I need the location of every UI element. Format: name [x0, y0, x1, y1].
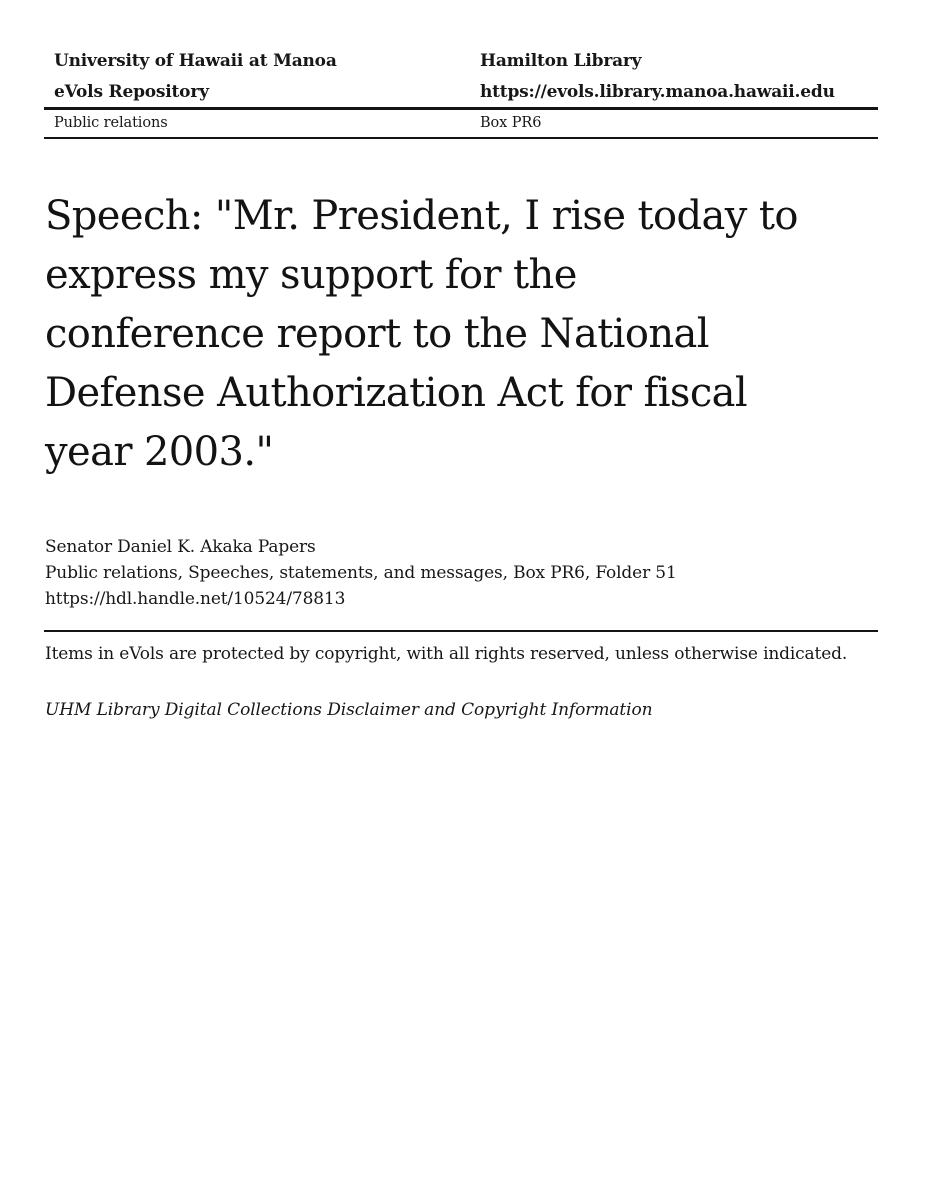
repository-name: eVols Repository — [54, 82, 209, 102]
header-divider-thick — [44, 107, 878, 110]
citation-block — [45, 534, 879, 612]
title-line: year 2003." — [45, 429, 274, 475]
header-sub-row — [44, 112, 878, 134]
title-line: express my support for the — [45, 252, 577, 298]
header-main-row — [44, 46, 878, 108]
title-line: conference report to the National — [45, 311, 709, 357]
header — [44, 46, 878, 108]
repository-url: https://evols.library.manoa.hawaii.edu — [480, 82, 835, 102]
title-line: Speech: "Mr. President, I rise today to — [45, 193, 798, 239]
box-label: Box PR6 — [480, 115, 542, 131]
rights-statement: Items in eVols are protected by copyright, with all rights reserved, unless otherwise indicated. — [45, 644, 848, 664]
handle-url-link[interactable]: https://hdl.handle.net/10524/78813 — [45, 589, 346, 609]
library-name: Hamilton Library — [480, 51, 642, 71]
footer-divider — [44, 630, 878, 632]
collection-series-label: Public relations — [54, 115, 168, 131]
institution-name: University of Hawaii at Manoa — [54, 51, 337, 71]
header-left-column — [44, 46, 470, 108]
header-divider-thin — [44, 137, 878, 139]
citation-location: Public relations, Speeches, statements, and messages, Box PR6, Folder 51 — [45, 563, 677, 583]
collection-name: Senator Daniel K. Akaka Papers — [45, 537, 316, 557]
disclaimer-copyright-link[interactable]: UHM Library Digital Collections Disclaimer and Copyright Information — [45, 700, 653, 720]
header-right-column — [470, 46, 878, 108]
document-title — [45, 187, 879, 482]
title-line: Defense Authorization Act for fiscal — [45, 370, 748, 416]
